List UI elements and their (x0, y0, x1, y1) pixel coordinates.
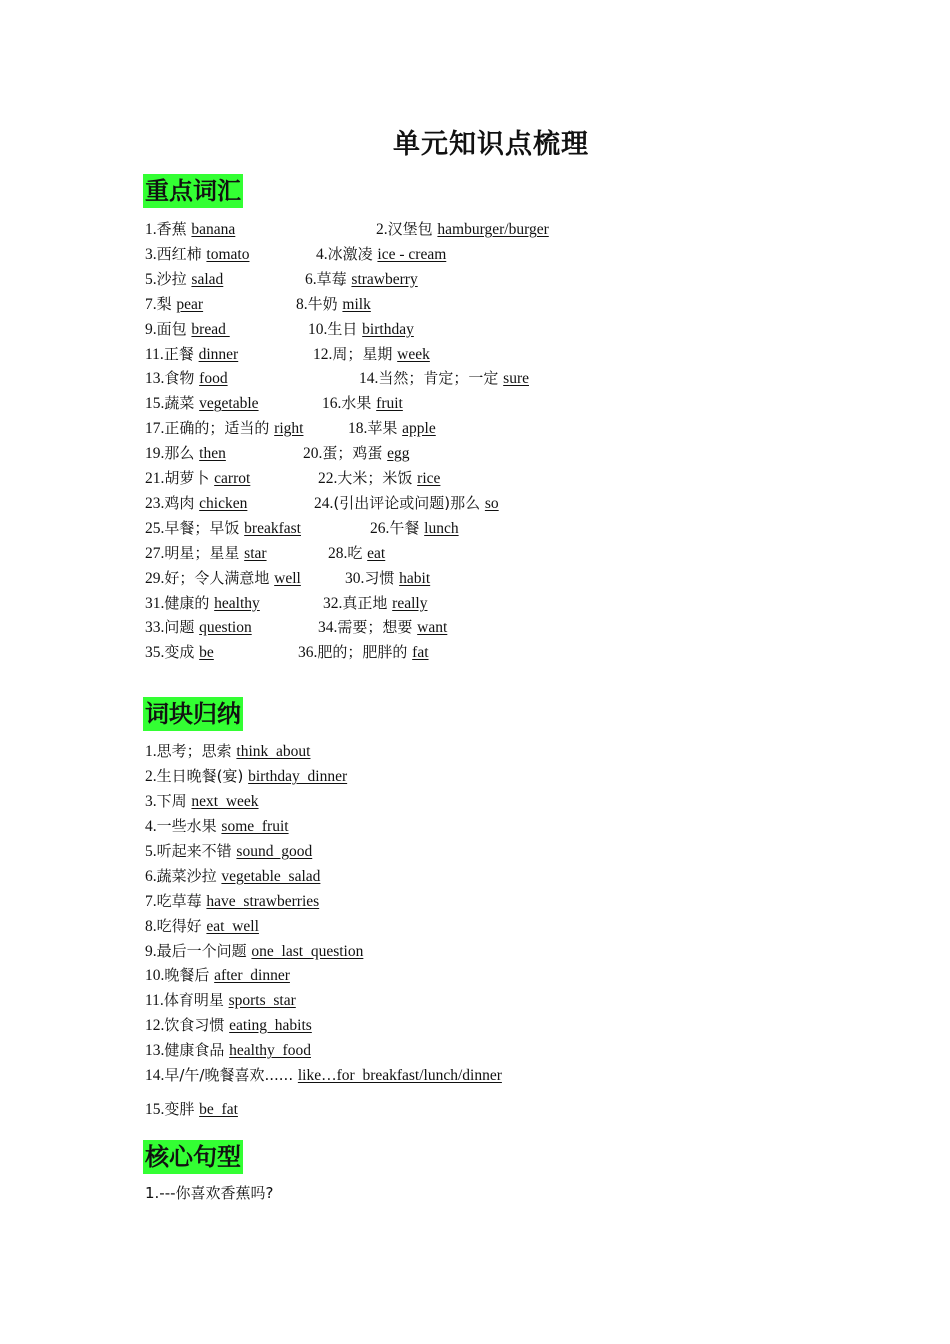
entry-number: 24. (314, 494, 334, 512)
vocab-entry (298, 643, 429, 661)
entry-number: 11. (145, 992, 164, 1009)
vocab-entry (145, 1100, 238, 1118)
vocab-entry (145, 594, 260, 612)
entry-chinese: 胡萝卜 (164, 469, 210, 487)
entry-chinese: 问题 (164, 618, 195, 637)
entry-english: some fruit (221, 818, 289, 835)
entry-number: 35. (145, 644, 165, 662)
entry-english: breakfast (244, 519, 301, 537)
entry-number: 7. (145, 893, 157, 910)
entry-chinese: 面包 (156, 319, 187, 338)
entry-english: one last question (251, 943, 364, 960)
entry-number: 9. (145, 943, 157, 960)
phrase-row (145, 941, 363, 962)
entry-chinese: 沙拉 (156, 269, 187, 288)
entry-number: 22. (318, 470, 338, 487)
entry-chinese: 明星；星星 (164, 543, 240, 562)
phrase-row (145, 916, 259, 937)
entry-chinese: 习惯 (364, 568, 395, 587)
vocab-entry (145, 494, 247, 512)
entry-english: habit (399, 569, 431, 587)
vocab-entry (145, 1066, 502, 1084)
entry-number: 3. (145, 245, 157, 263)
vocab-entry (316, 245, 446, 263)
entry-english: so (484, 494, 499, 512)
phrase-row (145, 866, 320, 887)
section-heading-phrases: 词块归纳 (143, 697, 243, 731)
vocab-entry (323, 594, 427, 612)
entry-chinese: 香蕉 (156, 220, 187, 238)
vocab-entry (145, 419, 303, 437)
entry-chinese: 周；星期 (332, 344, 393, 363)
vocab-entry (145, 345, 238, 363)
vocab-entry (145, 966, 290, 984)
entry-chinese: 水果 (341, 394, 372, 413)
vocab-entry (145, 320, 230, 338)
vocab-entry (314, 494, 499, 512)
section-heading-vocab: 重点词汇 (143, 174, 243, 208)
entry-chinese: 正餐 (163, 344, 194, 363)
vocab-entry (145, 245, 249, 263)
vocab-row-item (296, 294, 371, 315)
entry-english: have strawberries (206, 893, 320, 910)
vocab-row-item (303, 443, 410, 464)
entry-english: sure (503, 370, 529, 388)
vocab-row-item (145, 518, 301, 539)
vocab-entry (145, 842, 312, 860)
vocab-entry (145, 469, 250, 487)
phrase-row (145, 791, 259, 812)
entry-chinese: 生日晚餐(宴) (156, 767, 244, 785)
entry-english: week (397, 345, 430, 363)
entry-number: 8. (145, 918, 157, 935)
entry-english: bread (191, 320, 230, 338)
vocab-row-item (145, 344, 238, 365)
vocab-row-item (313, 344, 430, 365)
entry-chinese: (引出评论或问题)那么 (333, 493, 481, 512)
entry-english: food (199, 370, 228, 388)
entry-number: 6. (145, 868, 157, 885)
entry-english: birthday dinner (248, 768, 348, 785)
vocab-entry (145, 792, 259, 810)
entry-number: 32. (323, 594, 343, 612)
vocab-entry (318, 618, 447, 636)
vocab-row-item (318, 468, 440, 489)
entry-english: think about (236, 743, 311, 760)
vocab-row-item (328, 543, 385, 564)
entry-english: pear (176, 295, 204, 313)
vocab-row-item (323, 593, 427, 614)
entry-english: well (274, 569, 301, 587)
page-title: 单元知识点梳理 (393, 129, 589, 160)
entry-chinese: 梨 (156, 294, 172, 313)
entry-chinese: 健康食品 (164, 1041, 225, 1059)
entry-number: 5. (145, 270, 157, 288)
entry-chinese: 汉堡包 (387, 220, 433, 238)
entry-number: 30. (345, 569, 365, 587)
entry-chinese: 变成 (164, 643, 195, 662)
vocab-entry (145, 643, 214, 661)
vocab-row-item (145, 393, 259, 414)
vocab-entry (318, 469, 440, 487)
entry-number: 5. (145, 843, 157, 860)
vocab-entry (305, 270, 418, 288)
sentence-row: 1.---你喜欢香蕉吗? (145, 1184, 274, 1202)
entry-english: apple (402, 420, 436, 438)
vocab-entry (145, 544, 267, 562)
entry-number: 36. (298, 644, 318, 662)
entry-number: 28. (328, 544, 348, 562)
vocab-entry (145, 519, 301, 537)
entry-chinese: 变胖 (164, 1100, 195, 1118)
entry-number: 13. (145, 1042, 165, 1059)
entry-number: 10. (145, 967, 165, 984)
entry-number: 13. (145, 370, 165, 388)
entry-chinese: 蔬菜沙拉 (156, 867, 217, 885)
vocab-row-item (145, 617, 252, 638)
vocab-entry (145, 1041, 311, 1059)
phrase-row (145, 965, 290, 986)
vocab-entry (359, 369, 529, 387)
phrase-row (145, 816, 289, 837)
entry-chinese: 早/午/晚餐喜欢...... (164, 1066, 294, 1084)
entry-english: be fat (199, 1101, 238, 1118)
entry-number: 26. (370, 519, 390, 537)
entry-number: 18. (348, 420, 368, 438)
entry-number: 16. (322, 395, 342, 413)
entry-english: ice - cream (377, 245, 447, 263)
entry-number: 3. (145, 793, 157, 810)
entry-number: 1. (145, 221, 157, 238)
entry-english: dinner (198, 345, 239, 363)
entry-number: 27. (145, 544, 165, 562)
entry-number: 4. (316, 245, 328, 263)
entry-english: like…for breakfast/lunch/dinner (297, 1067, 502, 1084)
entry-number: 6. (305, 270, 317, 288)
entry-chinese: 吃草莓 (156, 892, 202, 910)
vocab-entry (145, 295, 203, 313)
entry-number: 33. (145, 619, 165, 637)
entry-english: eat (367, 544, 386, 562)
vocab-row-item (370, 518, 459, 539)
vocab-row-item (145, 269, 223, 290)
entry-number: 29. (145, 569, 165, 587)
entry-chinese: 蔬菜 (164, 394, 195, 413)
vocab-row-item (145, 468, 250, 489)
vocab-row-item (145, 493, 247, 514)
entry-chinese: 大米；米饭 (337, 469, 413, 487)
vocab-entry (145, 1016, 312, 1034)
entry-chinese: 早餐；早饭 (164, 518, 240, 537)
entry-english: sound good (236, 843, 313, 860)
entry-chinese: 听起来不错 (156, 842, 232, 860)
vocab-entry (145, 742, 310, 760)
entry-number: 12. (145, 1017, 165, 1034)
entry-chinese: 肥的；肥胖的 (317, 643, 408, 662)
entry-chinese: 晚餐后 (164, 966, 210, 984)
phrase-row (145, 766, 347, 787)
vocab-entry (313, 345, 430, 363)
entry-english: rice (417, 470, 441, 487)
entry-english: star (244, 544, 267, 562)
entry-chinese: 好；令人满意地 (164, 568, 270, 587)
vocab-row-item (145, 543, 267, 564)
entry-chinese: 食物 (164, 369, 195, 388)
entry-number: 12. (313, 345, 333, 363)
entry-number: 31. (145, 594, 165, 612)
entry-chinese: 西红柿 (156, 244, 202, 263)
entry-number: 14. (145, 1067, 165, 1084)
entry-chinese: 需要；想要 (337, 618, 413, 637)
entry-chinese: 当然；肯定；一定 (378, 369, 499, 388)
entry-chinese: 牛奶 (307, 294, 338, 313)
entry-number: 17. (145, 420, 165, 438)
entry-english: healthy (214, 594, 260, 612)
entry-english: after dinner (214, 967, 290, 984)
entry-english: chicken (199, 494, 248, 512)
entry-english: milk (342, 295, 371, 313)
vocab-row-item (145, 443, 226, 464)
entry-number: 11. (145, 345, 164, 363)
vocab-entry (348, 419, 436, 437)
vocab-entry (145, 942, 363, 960)
entry-chinese: 最后一个问题 (156, 942, 247, 960)
vocab-entry (303, 444, 410, 462)
vocab-entry (296, 295, 371, 313)
vocab-row-item (145, 219, 235, 240)
entry-chinese: 那么 (164, 444, 195, 463)
vocab-row-item (348, 418, 436, 439)
phrase-row (145, 1099, 238, 1120)
vocab-entry (145, 867, 320, 885)
entry-chinese: 一些水果 (156, 817, 217, 835)
entry-number: 10. (308, 320, 328, 338)
entry-number: 19. (145, 445, 165, 463)
entry-chinese: 健康的 (164, 593, 210, 612)
entry-chinese: 真正地 (342, 593, 388, 612)
entry-english: healthy food (229, 1042, 311, 1059)
vocab-entry (308, 320, 414, 338)
vocab-entry (145, 394, 259, 412)
phrase-row (145, 1040, 311, 1061)
entry-number: 25. (145, 519, 165, 537)
vocab-row-item (145, 368, 228, 389)
entry-number: 1. (145, 743, 157, 760)
phrase-row (145, 990, 296, 1011)
vocab-entry (145, 767, 347, 785)
entry-number: 15. (145, 395, 165, 413)
phrase-row (145, 841, 312, 862)
entry-number: 20. (303, 445, 323, 463)
entry-english: vegetable (199, 395, 259, 413)
entry-chinese: 冰激凌 (327, 244, 373, 263)
entry-chinese: 午餐 (389, 518, 420, 537)
vocab-entry (145, 917, 259, 935)
entry-number: 8. (296, 295, 308, 313)
entry-number: 14. (359, 370, 379, 388)
vocab-row-item (314, 493, 499, 514)
entry-english: carrot (214, 470, 251, 487)
entry-english: banana (191, 221, 236, 238)
vocab-entry (145, 444, 226, 462)
vocab-row-item (145, 568, 301, 589)
entry-number: 2. (145, 768, 157, 785)
entry-english: want (417, 619, 448, 637)
entry-english: vegetable salad (221, 868, 321, 885)
entry-english: fat (412, 644, 429, 662)
entry-chinese: 蛋；鸡蛋 (322, 444, 383, 463)
vocab-row-item (145, 319, 230, 340)
entry-number: 7. (145, 295, 157, 313)
vocab-row-item (305, 269, 418, 290)
vocab-row-item (145, 294, 203, 315)
vocab-row-item (145, 244, 249, 265)
entry-chinese: 草莓 (316, 269, 347, 288)
vocab-entry (145, 817, 289, 835)
entry-number: 9. (145, 320, 157, 338)
vocab-entry (145, 270, 223, 288)
vocab-entry (145, 220, 235, 238)
entry-english: tomato (206, 245, 250, 263)
entry-english: fruit (376, 395, 403, 413)
entry-english: salad (191, 270, 224, 288)
vocab-entry (322, 394, 403, 412)
vocab-row-item (145, 593, 260, 614)
entry-english: hamburger/burger (437, 221, 549, 238)
entry-english: then (199, 445, 226, 463)
entry-number: 4. (145, 818, 157, 835)
vocab-entry (145, 892, 319, 910)
entry-chinese: 饮食习惯 (164, 1016, 225, 1034)
entry-chinese: 下周 (156, 792, 187, 810)
phrase-row (145, 741, 310, 762)
vocab-row-item (145, 642, 214, 663)
entry-chinese: 体育明星 (163, 991, 224, 1009)
vocab-row-item (345, 568, 430, 589)
entry-english: next week (191, 793, 259, 810)
vocab-row-item (145, 418, 303, 439)
vocab-entry (370, 519, 459, 537)
entry-english: question (199, 619, 252, 637)
entry-number: 34. (318, 619, 338, 637)
entry-english: egg (387, 445, 410, 463)
entry-chinese: 鸡肉 (164, 493, 195, 512)
vocab-entry (345, 569, 430, 587)
phrase-row (145, 1065, 502, 1086)
vocab-entry (145, 569, 301, 587)
entry-english: be (199, 644, 214, 662)
vocab-entry (145, 991, 296, 1009)
entry-english: birthday (362, 320, 414, 338)
vocab-row-item (318, 617, 447, 638)
phrase-row (145, 891, 319, 912)
vocab-entry (376, 220, 549, 238)
entry-english: strawberry (351, 270, 418, 288)
vocab-row-item (376, 219, 549, 240)
entry-english: eating habits (229, 1017, 312, 1034)
entry-chinese: 正确的；适当的 (164, 419, 270, 438)
entry-number: 23. (145, 494, 165, 512)
entry-english: eat well (206, 918, 259, 935)
entry-english: sports star (228, 992, 296, 1009)
vocab-entry (145, 369, 228, 387)
vocab-row-item (359, 368, 529, 389)
vocab-row-item (308, 319, 414, 340)
entry-chinese: 思考；思索 (156, 742, 232, 760)
entry-english: right (274, 420, 304, 438)
entry-number: 21. (145, 470, 165, 487)
entry-number: 2. (376, 221, 388, 238)
entry-number: 15. (145, 1101, 165, 1118)
entry-english: really (392, 594, 428, 612)
vocab-entry (328, 544, 385, 562)
section-heading-sentences: 核心句型 (143, 1140, 243, 1174)
vocab-row-item (316, 244, 446, 265)
entry-chinese: 吃得好 (156, 917, 202, 935)
entry-chinese: 吃 (347, 543, 363, 562)
vocab-entry (145, 618, 252, 636)
entry-english: lunch (424, 519, 459, 537)
entry-chinese: 苹果 (367, 419, 398, 438)
phrase-row (145, 1015, 312, 1036)
vocab-row-item (298, 642, 429, 663)
entry-chinese: 生日 (327, 319, 358, 338)
vocab-row-item (322, 393, 403, 414)
